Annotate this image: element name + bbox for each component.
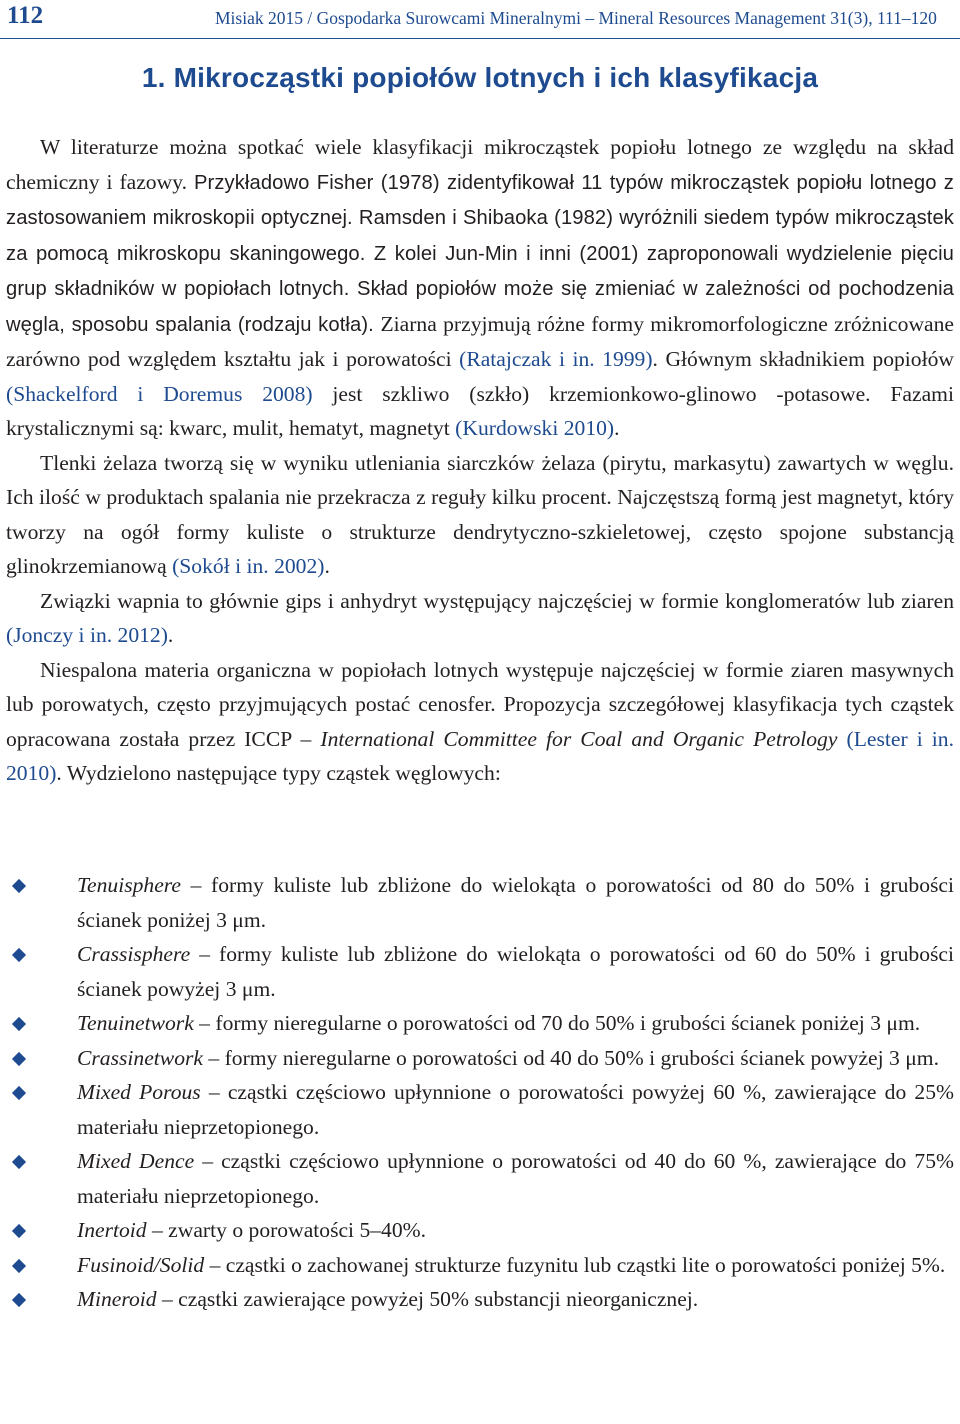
list-item xyxy=(6,1282,954,1317)
text-run: W literaturze można spotkać wiele klasyfikacji mikrocząstek popiołu lotnego ze względu na skład chemiczny i fazowy. xyxy=(6,135,954,194)
text-run: . Głównym składnikiem popiołów xyxy=(652,347,954,371)
diamond-bullet-icon xyxy=(12,1258,26,1272)
paragraph xyxy=(6,653,954,791)
list-term: Mineroid xyxy=(77,1287,157,1311)
diamond-bullet-icon xyxy=(12,1224,26,1238)
text-run: jest szkliwo (szkło) krzemionkowo-glinowo -potasowe. Fazami krystalicznymi są: kwarc, mulit, hematyt, magnetyt xyxy=(6,381,954,440)
list-term: Tenuinetwork xyxy=(77,1011,194,1035)
text-run xyxy=(837,727,846,751)
section-title: 1. Mikrocząstki popiołów lotnych i ich klasyfikacja xyxy=(141,62,819,93)
citation-link[interactable]: (Lester i in. 2010) xyxy=(6,726,954,785)
list-term: Tenuisphere xyxy=(77,873,181,897)
list-term: Mixed Dence xyxy=(77,1149,195,1173)
list-item xyxy=(6,868,954,937)
text-run: Związki wapnia to głównie gips i anhydryt występujący najczęściej w formie konglomeratów lub ziaren xyxy=(40,588,954,613)
citation-link[interactable]: (Ratajczak i in. 1999) xyxy=(459,347,653,371)
list-text: – zwarty o porowatości 5–40%. xyxy=(146,1218,427,1242)
text-run: Niespalona materia organiczna w popiołach lotnych występuje najczęściej w formie ziaren masywnych lub porowatych, często przyjmujących postać cenosfer. Propozycja szczegółowej klasyfikacja tych cząstek opracowana została przez ICCP – xyxy=(6,657,954,751)
text-run: Tlenki żelaza tworzą się w wyniku utleniania siarczków żelaza (pirytu, markasytu) zawartych w węglu. Ich ilość w produktach spalania nie przekracza z reguły kilku procent. Najczęstszą formą jest magnetyt, który tworzy na ogół formy kuliste o strukturze dendrytyczno-szkieletowej, często spojone substancją glinokrzemianową xyxy=(6,450,954,578)
list-item xyxy=(6,1075,954,1144)
list-term: Fusinoid/Solid xyxy=(77,1252,205,1277)
text-run: Przykładowo Fisher (1978) zidentyfikował 11 typów mikrocząstek popiołu lotnego z zastosowaniem mikroskopii optycznej. Ramsden i Shibaoka (1982) wyróżnili siedem typów mikrocząstek za pomocą mikroskopu skaningowego. Z kolei Jun-Min i inni (2001) zaproponowali wydzielenie pięciu grup składników w popiołach lotnych. Skład popiołów może się zmieniać w zależności od pochodzenia węgla, sposobu spalania (rodzaju kotła). xyxy=(6,171,955,336)
italic-term: International Committee for Coal and Organic Petrology xyxy=(320,726,838,751)
list-text: – cząstki o zachowanej strukturze fuzynitu lub cząstki lite o porowatości poniżej 5%. xyxy=(204,1252,946,1277)
list-item xyxy=(6,1213,954,1248)
list-item xyxy=(6,937,954,1006)
page-number: 112 xyxy=(7,2,44,29)
particle-type-list xyxy=(6,868,954,1317)
citation-link[interactable]: (Sokół i in. 2002) xyxy=(172,554,325,578)
paragraph xyxy=(6,584,954,653)
text-run: . xyxy=(167,623,174,647)
diamond-bullet-icon xyxy=(12,1051,26,1065)
list-item xyxy=(6,1144,954,1213)
citation-link[interactable]: (Jonczy i in. 2012) xyxy=(6,623,168,647)
list-item xyxy=(6,1248,954,1283)
page-header xyxy=(0,0,960,39)
running-head: Misiak 2015 / Gospodarka Surowcami Mineralnymi – Mineral Resources Management 31(3), 111–120 xyxy=(215,8,937,28)
diamond-bullet-icon xyxy=(12,1293,26,1307)
list-text: – cząstki częściowo upłynnione o porowatości powyżej 60 %, zawierające do 25% materiału nieprzetopionego. xyxy=(77,1080,954,1139)
text-run: . xyxy=(614,416,620,440)
text-run: Ziarna przyjmują różne formy mikromorfologiczne zróżnicowane zarówno pod względem kształtu jak i porowatości xyxy=(6,311,954,371)
citation-link[interactable]: (Kurdowski 2010) xyxy=(455,416,615,440)
text-run: . xyxy=(324,554,330,578)
text-run: . Wydzielono następujące typy cząstek węglowych: xyxy=(56,761,501,785)
diamond-bullet-icon xyxy=(12,948,26,962)
paragraph xyxy=(6,130,954,446)
diamond-bullet-icon xyxy=(12,1086,26,1100)
diamond-bullet-icon xyxy=(12,1155,26,1169)
list-item xyxy=(6,1041,954,1076)
list-text: – formy kuliste lub zbliżone do wielokąta o porowatości od 60 do 50% i grubości ścianek powyżej 3 μm. xyxy=(77,942,954,1001)
diamond-bullet-icon xyxy=(12,879,26,893)
list-text: – cząstki zawierające powyżej 50% substancji nieorganicznej. xyxy=(156,1287,699,1311)
diamond-bullet-icon xyxy=(12,1017,26,1031)
list-text: – formy nieregularne o porowatości od 70 do 50% i grubości ścianek poniżej 3 μm. xyxy=(193,1011,921,1035)
list-term: Inertoid xyxy=(77,1218,147,1242)
list-text: – formy kuliste lub zbliżone do wielokąta o porowatości od 80 do 50% i grubości ścianek poniżej 3 μm. xyxy=(77,873,954,932)
list-term: Mixed Porous xyxy=(77,1080,201,1104)
list-term: Crassisphere xyxy=(77,942,191,966)
list-text: – cząstki częściowo upłynnione o porowatości od 40 do 60 %, zawierające do 75% materiału nieprzetopionego. xyxy=(77,1149,955,1208)
list-item xyxy=(6,1006,954,1041)
citation-link[interactable]: (Shackelford i Doremus 2008) xyxy=(6,381,313,406)
list-term: Crassinetwork xyxy=(77,1045,203,1070)
list-text: – formy nieregularne o porowatości od 40 do 50% i grubości ścianek powyżej 3 μm. xyxy=(202,1045,939,1070)
main-text xyxy=(6,130,954,791)
paragraph xyxy=(6,446,954,584)
